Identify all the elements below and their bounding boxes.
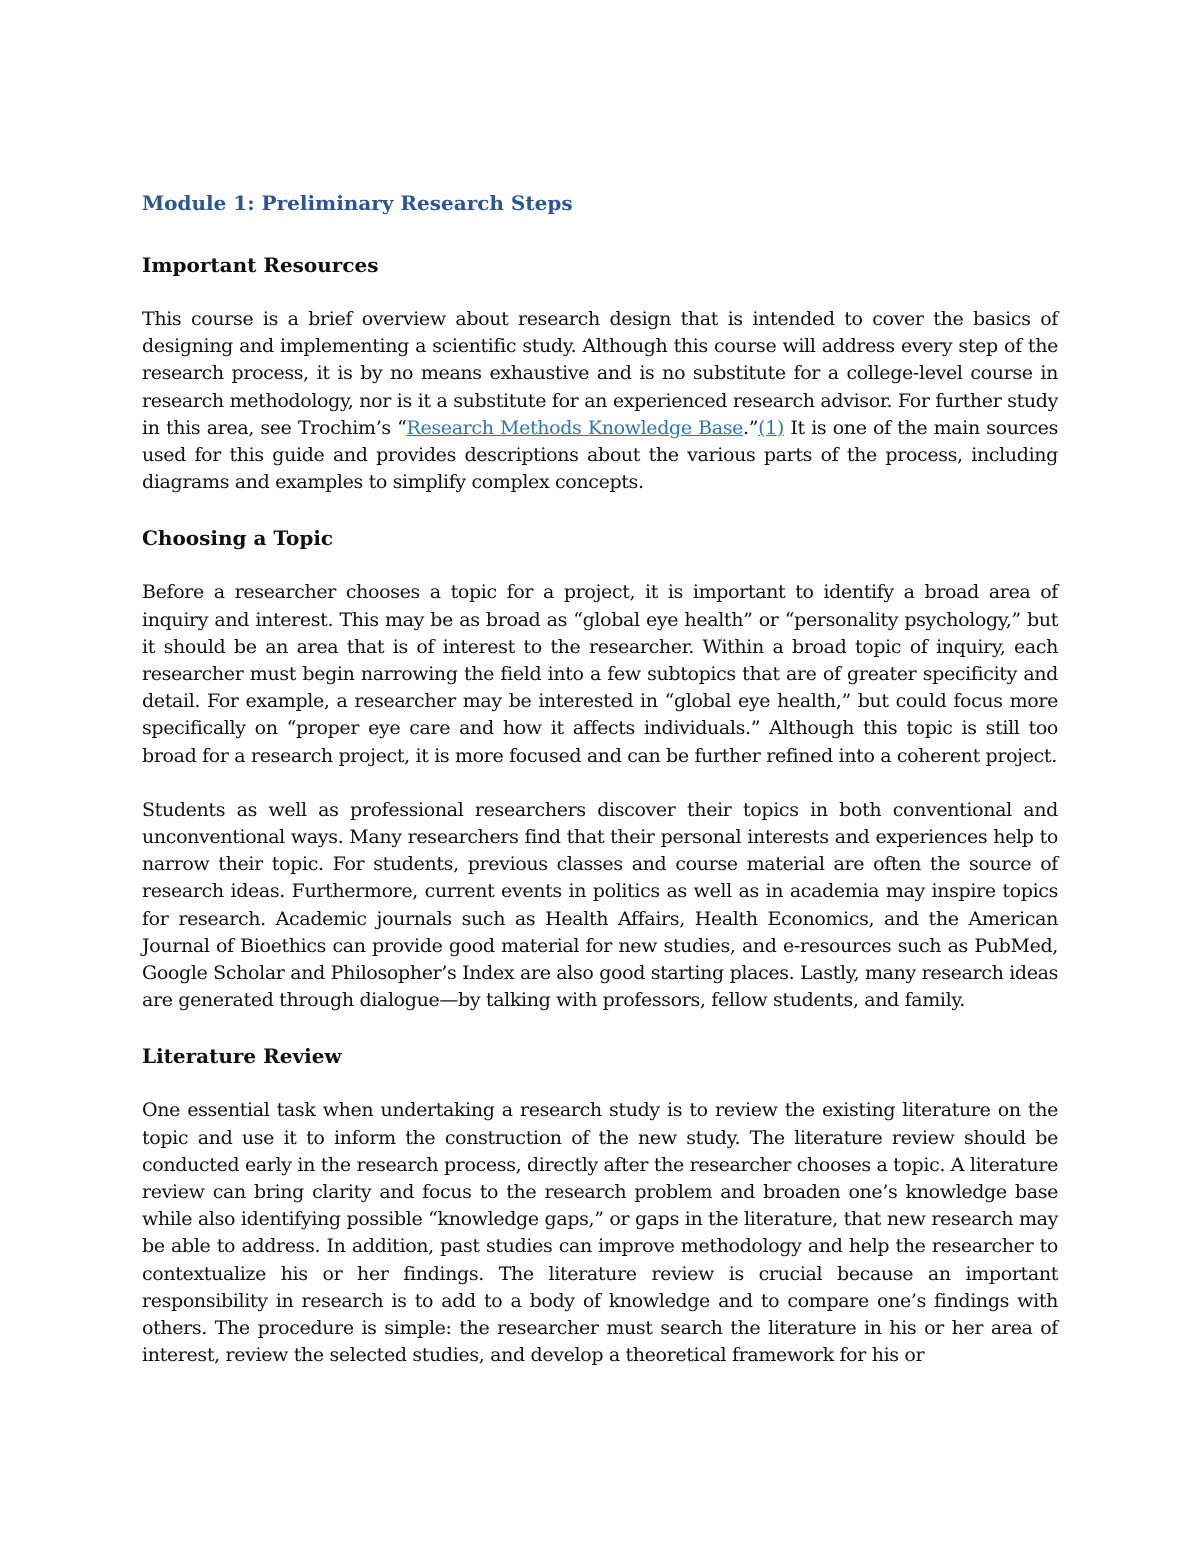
link-research-methods-knowledge-base[interactable]: Research Methods Knowledge Base bbox=[406, 416, 744, 439]
paragraph-resources-text-1: This course is a brief overview about research design that is intended to cover the basics of designing and implementing a scientific study. Although this course will address every step of the research process, it is by no means exhaustive and is no substitute for a college-level course in research methodology, nor is it a substitute for an experienced research advisor. For further study in this area, see Trochim’s “ bbox=[142, 308, 1058, 439]
document-page bbox=[142, 186, 1058, 1397]
heading-choosing-a-topic: Choosing a Topic bbox=[142, 526, 334, 551]
paragraph-topic-1: Before a researcher chooses a topic for a project, it is important to identify a broad area of inquiry and interest. This may be as broad as “global eye health” or “personality psychology,” but it should be an area that is of interest to the researcher. Within a broad topic of inquiry, each researcher must begin narrowing the field into a few subtopics that are of greater specificity and detail. For example, a researcher may be interested in “global eye health,” but could focus more specifically on “proper eye care and how it affects individuals.” Although this topic is still too broad for a research project, it is more focused and can be further refined into a coherent project. bbox=[142, 581, 1058, 767]
paragraph-literature-1: One essential task when undertaking a research study is to review the existing literature on the topic and use it to inform the construction of the new study. The literature review should be conducted early in the research process, directly after the researcher chooses a topic. A literature review can bring clarity and focus to the research problem and broaden one’s knowledge base while also identifying possible “knowledge gaps,” or gaps in the literature, that new research may be able to address. In addition, past studies can improve methodology and help the researcher to contextualize his or her findings. The literature review is crucial because an important responsibility in research is to add to a body of knowledge and to compare one’s findings with others. The procedure is simple: the researcher must search the literature in his or her area of interest, review the selected studies, and develop a theoretical framework for his or bbox=[142, 1099, 1058, 1367]
paragraph-topic-2: Students as well as professional researchers discover their topics in both conventional and unconventional ways. Many researchers find that their personal interests and experiences help to narrow their topic. For students, previous classes and course material are often the source of research ideas. Furthermore, current events in politics as well as in academia may inspire topics for research. Academic journals such as Health Affairs, Health Economics, and the American Journal of Bioethics can provide good material for new studies, and e-resources such as PubMed, Google Scholar and Philosopher’s Index are also good starting places. Lastly, many research ideas are generated through dialogue—by talking with professors, fellow students, and family. bbox=[142, 798, 1058, 1012]
reference-link-1[interactable]: (1) bbox=[758, 416, 784, 439]
heading-literature-review: Literature Review bbox=[142, 1044, 342, 1069]
paragraph-resources bbox=[142, 306, 1058, 496]
paragraph-resources-text-2: It is one of the main sources used for this guide and provides descriptions about the various parts of the process, including diagrams and examples to simplify complex concepts. bbox=[142, 416, 1058, 494]
heading-important-resources: Important Resources bbox=[142, 253, 379, 277]
paragraph-resources-punct: .” bbox=[743, 416, 759, 439]
module-title: Module 1: Preliminary Research Steps bbox=[142, 191, 573, 215]
